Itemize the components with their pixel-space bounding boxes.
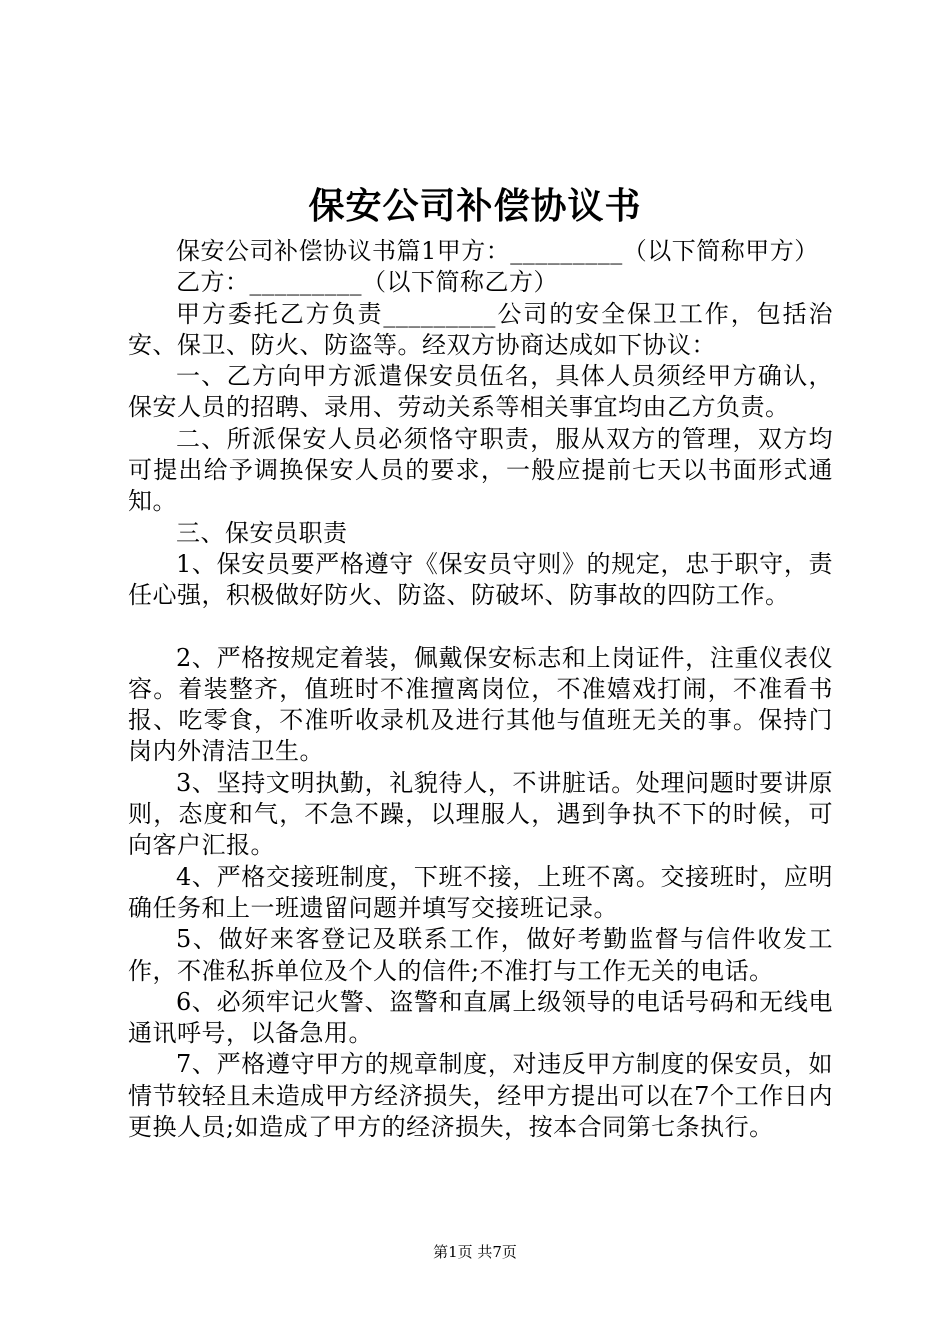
paragraph-clause-3-heading: 三、保安员职责: [176, 518, 348, 547]
paragraph-duty-7: 7、严格遵守甲方的规章制度，对违反甲方制度的保安员，如情节较轻且未造成甲方经济损失，经甲方提出可以在7个工作日内更换人员;如造成了甲方的经济损失，按本合同第七条执行。: [128, 1050, 833, 1142]
paragraph-duty-3: 3、坚持文明执勤，礼貌待人，不讲脏话。处理问题时要讲原则，态度和气，不急不躁，以理服人，遇到争执不下的时候，可向客户汇报。: [128, 768, 833, 860]
paragraph-duty-1: 1、保安员要严格遵守《保安员守则》的规定，忠于职守，责任心强，积极做好防火、防盗、防破坏、防事故的四防工作。: [128, 549, 833, 610]
paragraph-party-b: 乙方：_________（以下简称乙方）: [176, 268, 558, 297]
document-title: 保安公司补偿协议书: [308, 185, 642, 227]
paragraph-commission: 甲方委托乙方负责_________公司的安全保卫工作，包括治安、保卫、防火、防盗等。经双方协商达成如下协议：: [128, 299, 833, 359]
paragraph-duty-5: 5、做好来客登记及联系工作，做好考勤监督与信件收发工作，不准私拆单位及个人的信件;不准打与工作无关的电话。: [128, 925, 833, 985]
paragraph-clause-1: 一、乙方向甲方派遣保安员伍名，具体人员须经甲方确认，保安人员的招聘、录用、劳动关系等相关事宜均由乙方负责。: [128, 362, 833, 422]
document-body: [128, 236, 833, 1143]
paragraph-duty-4: 4、严格交接班制度，下班不接，上班不离。交接班时，应明确任务和上一班遗留问题并填写交接班记录。: [128, 862, 833, 922]
blank-line: [128, 612, 833, 643]
paragraph-clause-2: 二、所派保安人员必须恪守职责，服从双方的管理，双方均可提出给予调换保安人员的要求，一般应提前七天以书面形式通知。: [128, 424, 833, 516]
paragraph-party-a: 保安公司补偿协议书篇1甲方：_________（以下简称甲方）: [176, 237, 819, 265]
paragraph-duty-2: 2、严格按规定着装，佩戴保安标志和上岗证件，注重仪表仪容。着装整齐，值班时不准擅离岗位，不准嬉戏打闹，不准看书报、吃零食，不准听收录机及进行其他与值班无关的事。保持门岗内外清洁卫生。: [128, 643, 833, 766]
page-number-footer: 第1页 共7页: [433, 1243, 517, 1261]
paragraph-duty-6: 6、必须牢记火警、盗警和直属上级领导的电话号码和无线电通讯呼号，以备急用。: [128, 987, 833, 1048]
